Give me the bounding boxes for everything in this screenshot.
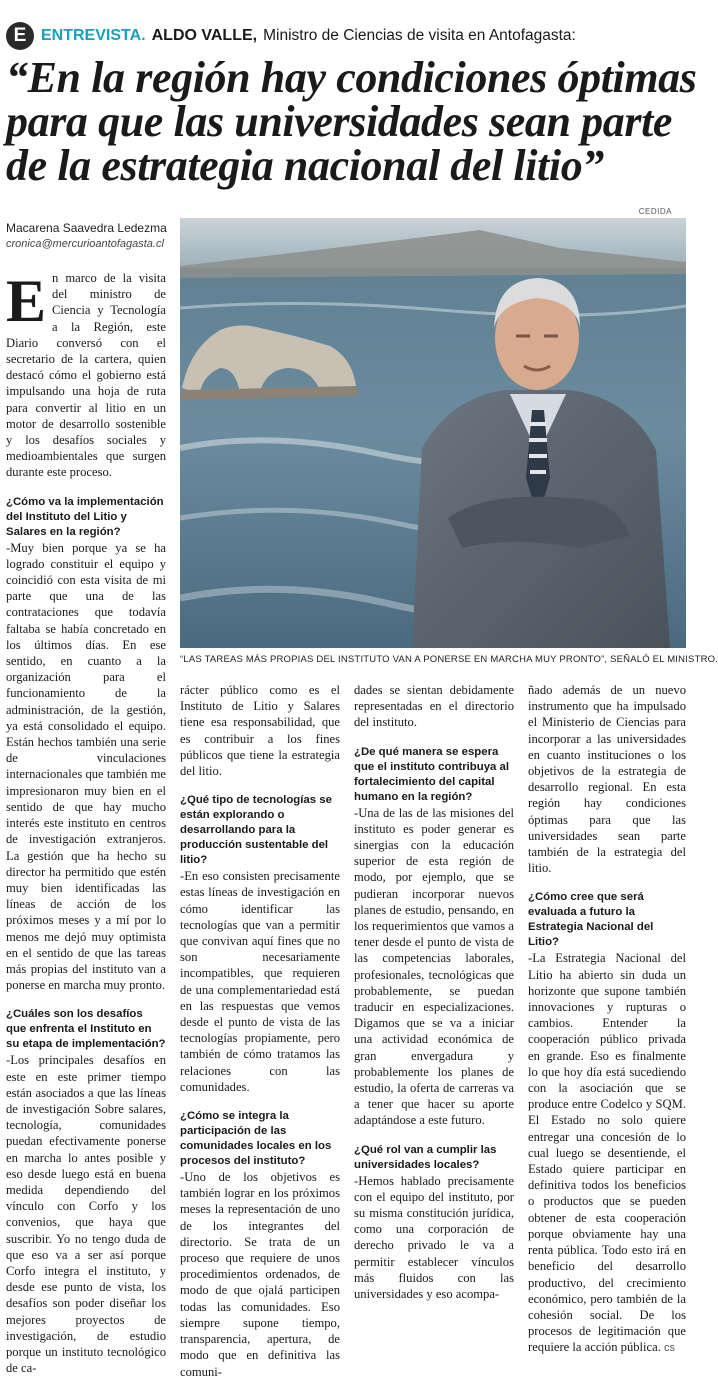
question: ¿Qué tipo de tecnologías se están explorando o desarrollando para la producción sustentable del litio? xyxy=(180,794,332,867)
article-column-1 xyxy=(6,270,166,1376)
end-mark: cs xyxy=(664,1342,676,1355)
question: ¿Qué rol van a cumplir las universidades locales? xyxy=(354,1143,497,1171)
article-column-2 xyxy=(180,682,340,1380)
photo-illustration xyxy=(180,218,686,648)
interviewee-name: ALDO VALLE, xyxy=(151,27,258,44)
answer-continued: dades se sientan debidamente representadas en el directorio del instituto. xyxy=(354,683,514,730)
answer-continued: ñado además de un nuevo instrumento que ha impulsado el Ministerio de Ciencias para incorporar a las universidades en cuanto instituciones o los objetivos de la estrategia de desarrollo regional. En esta región hay condiciones óptimas para que las universidades sean parte también de la estrategia del litio. xyxy=(528,683,686,876)
answer-continued: rácter público como es el Instituto de Litio y Salares tiene esa responsabilidad, que es contribuir a los fines públicos que tiene la estrategia del litio. xyxy=(180,683,340,779)
byline xyxy=(6,220,174,252)
question: ¿Cuáles son los desafíos que enfrenta el Instituto en su etapa de implementación? xyxy=(6,1008,166,1051)
intro-text: n marco de la visita del ministro de Ciencia y Tecnología a la Región, este Diario conversó con el secretario de la cartera, quien destacó cómo el gobierno está impulsando una hoja de ruta para convertir al litio en un motor de desarrollo sostenible y los desafíos sociales y medioambientales que surgen durante este proceso. xyxy=(6,271,166,480)
article-column-4 xyxy=(528,682,686,1357)
headline-line: para que las universidades sean parte xyxy=(6,97,673,146)
photo-credit: CEDIDA xyxy=(638,207,672,216)
answer-text: -La Estrategia Nacional del Litio ha abierto sin duda un horizonte que supone también innovaciones y rupturas o cambios. Entender la cooperación público privada en grande. Eso es finalmente lo que hoy día está sucediendo con la asociación que se produce entre Codelco y SQM. El Estado no solo quiere entregar una concesión de lo cual luego se desentiende, el Estado quiere participar en definitiva todos los beneficios o productos que se pueden obtener de esta cooperación porque obviamente hay una renta pública. Todo esto irá en beneficio del desarrollo productivo, del crecimiento económico, pero también de la cohesión social. De los procesos de legitimación que requiere la acción pública. xyxy=(528,951,686,1355)
answer xyxy=(528,950,686,1356)
answer: -Hemos hablado precisamente con el equipo del instituto, por su misma constitución jurídica, como una corporación de derecho privado le va a permitir establecer vínculos más fluidos con las universidades y eso acompa- xyxy=(354,1173,514,1302)
question: ¿De qué manera se espera que el instituto contribuya al fortalecimiento del capital humano en la región? xyxy=(354,745,510,803)
interviewee-description: Ministro de Ciencias de visita en Antofagasta: xyxy=(263,27,576,44)
question: ¿Cómo se integra la participación de las comunidades locales en los procesos del instituto? xyxy=(180,1110,332,1168)
answer: -En eso consisten precisamente estas líneas de investigación en cómo identificar las tecnologías que van a permitir que convivan aquí fines que no son necesariamente incompatibles, que requieren de una complementariedad está en las respuestas que vemos desde el punto de vista de las tecnologías propiamente, pero también de cómo tratamos las relaciones con las comunidades. xyxy=(180,869,340,1094)
photo-caption: “LAS TAREAS MÁS PROPIAS DEL INSTITUTO VAN A PONERSE EN MARCHA MUY PRONTO”, SEÑALÓ EL MINISTRO. xyxy=(180,654,718,665)
headline-line: de la estrategia nacional del litio” xyxy=(6,141,604,190)
entrevista-badge: E xyxy=(6,22,34,50)
headline xyxy=(6,53,697,190)
question: ¿Cómo cree que será evaluada a futuro la Estrategia Nacional del Litio? xyxy=(528,891,654,949)
answer: -Uno de los objetivos es también lograr en los próximos meses la representación de uno de los integrantes del directorio. Se trata de un proceso que requiere de unos procedimientos ordenados, de modo de que ojalá participen todas las comunidades. Eso siempre supone tiempo, transparencia, apertura, de modo que en definitiva las comuni- xyxy=(180,1170,340,1379)
intro-paragraph xyxy=(6,270,166,481)
answer: -Los principales desafíos en este en este primer tiempo están asociados a que las líneas de investigación Sobre salares, tecnología, comunidades puedan efectivamente ponerse en marcha lo antes posible y eso desde luego está en buena medida dependiendo del vínculo con Corfo y los convenios, que haya que suscribir. Yo no tengo duda de que eso va a ser así porque Corfo integra el instituto, y desde ese punto de vista, los desafíos son poder diseñar los mejores proyectos de investigación, de estudio porque un instituto tecnológico de ca- xyxy=(6,1053,166,1376)
author-name: Macarena Saavedra Ledezma xyxy=(6,221,167,235)
answer: -Una de las de las misiones del instituto es poder generar es sinergias con la educación superior de esta región de modo, por ejemplo, que se pudieran incorporar nuevos planes de estudio, pensando, en los requerimientos que vamos a tener desde el punto de vista de las competencias laborales, profesionales, tecnológicas que probablemente, se puedan traducir en especializaciones. Digamos que se va a iniciar una actividad económica de gran envergadura y probablemente los planes de estudio, la oferta de carreras va a tener que hacer su aporte adaptándose a este futuro. xyxy=(354,805,514,1128)
kicker xyxy=(6,22,576,50)
headline-line: “En la región hay condiciones óptimas xyxy=(6,53,697,102)
article-column-3 xyxy=(354,682,514,1302)
question: ¿Cómo va la implementación del Instituto del Litio y Salares en la región? xyxy=(6,495,164,538)
dropcap: E xyxy=(6,268,47,334)
section-label: ENTREVISTA. xyxy=(41,27,146,44)
answer: -Muy bien porque ya se ha logrado constituir el equipo y coincidió con esta visita de mi parte que una de las contrataciones que todavía faltaba se había concretado en los últimos días. En ese sentido, en cuanto a la organización para el funcionamiento de la administración, de la gestión, ya está consolidado el equipo. Están hechos también una serie de vinculaciones internacionales que también me impresionaron muy bien en el sentido de que hay mucho interés este instituto en centros de investigación extranjeros. La gestión que ha hecho su director ha permitido que estén muy bien identificadas las líneas de acción de los próximos meses y a mí por lo menos me dejó muy optimista en el sentido de que las tareas más propias del instituto van a ponerse en marcha muy pronto. xyxy=(6,540,166,993)
minister-photo xyxy=(180,218,686,648)
author-email: cronica@mercurioantofagasta.cl xyxy=(6,238,164,250)
